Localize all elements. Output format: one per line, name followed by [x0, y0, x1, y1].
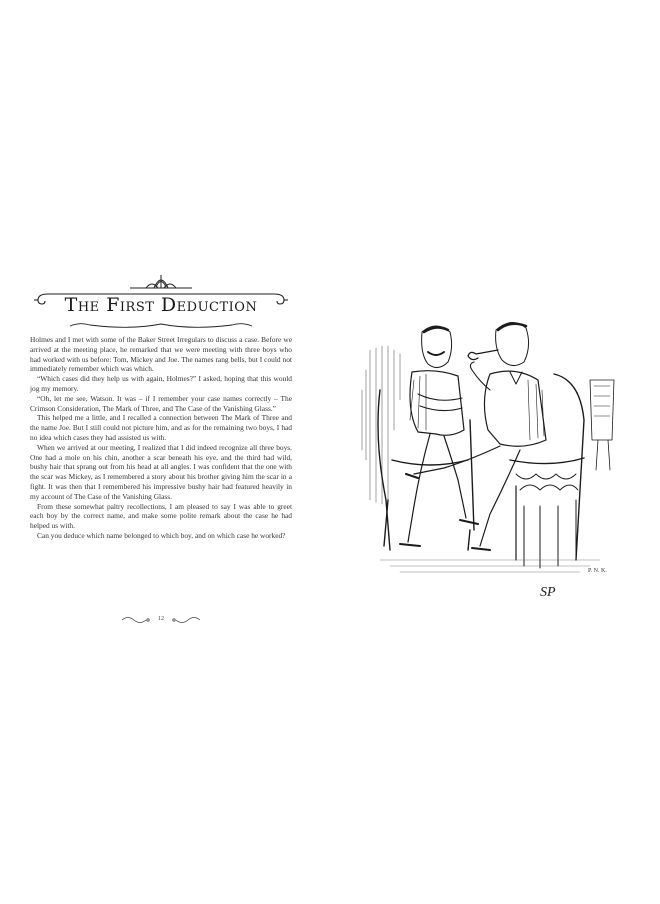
paragraph: When we arrived at our meeting, I realized that I did indeed recognize all three boys. One had a mole on his chin, another a scar beneath his eye, and the third had wild, bushy hair that sprang out from his head at all angles. I was confident that the one with the scar was Mickey, as I remembered a story about his brother giving him the scar in a fight. It was then that I remembered his impressive bushy hair had featured heavily in my account of The Case of the Vanishing Glass. — [30, 442, 292, 501]
artist-signature: SP — [540, 585, 556, 600]
engraver-mark: P. N. K. — [588, 568, 607, 574]
watson-figure — [378, 326, 478, 550]
paragraph: From these somewhat paltry recollections, I am pleased to say I was able to greet each boy by the correct name, and make some polite remark about the case he had helped us with. — [30, 501, 292, 531]
fan-ornament-icon — [130, 275, 192, 288]
paragraph: Holmes and I met with some of the Baker Street Irregulars to discuss a case. Before we arrived at the meeting place, he remarked that we were meeting with three boys who had worked with us before: Tom, Mickey and Joe. The names rang bells, but I could not immediately remember which was which. — [30, 335, 292, 374]
paragraph: Can you deduce which name belonged to which boy, and on which case he worked? — [37, 530, 286, 540]
underline-flourish-icon — [70, 324, 252, 328]
chapter-body — [30, 335, 292, 541]
page-footer — [30, 614, 292, 628]
paragraph: “Which cases did they help us with again, Holmes?” I asked, hoping that this would jog my memory. — [30, 374, 292, 393]
side-table — [590, 380, 614, 470]
background-hatching — [362, 346, 400, 504]
holmes-watson-engraving — [340, 310, 640, 610]
paragraph: This helped me a little, and I recalled a connection between The Mark of Three and the name Joe. But I still could not picture him, and as for the remaining two boys, I had no idea which cases they had assisted us with. — [30, 413, 292, 442]
paragraph: “Oh, let me see, Watson. It was – if I remember your case names correctly – The Crimson Consideration, The Mark of Three, and The Case of the Vanishing Glass.” — [30, 393, 292, 413]
floor-shading — [380, 560, 600, 572]
page-number: 12 — [158, 616, 164, 622]
chapter-title: The First Deduction — [64, 294, 258, 316]
holmes-figure — [406, 322, 584, 568]
